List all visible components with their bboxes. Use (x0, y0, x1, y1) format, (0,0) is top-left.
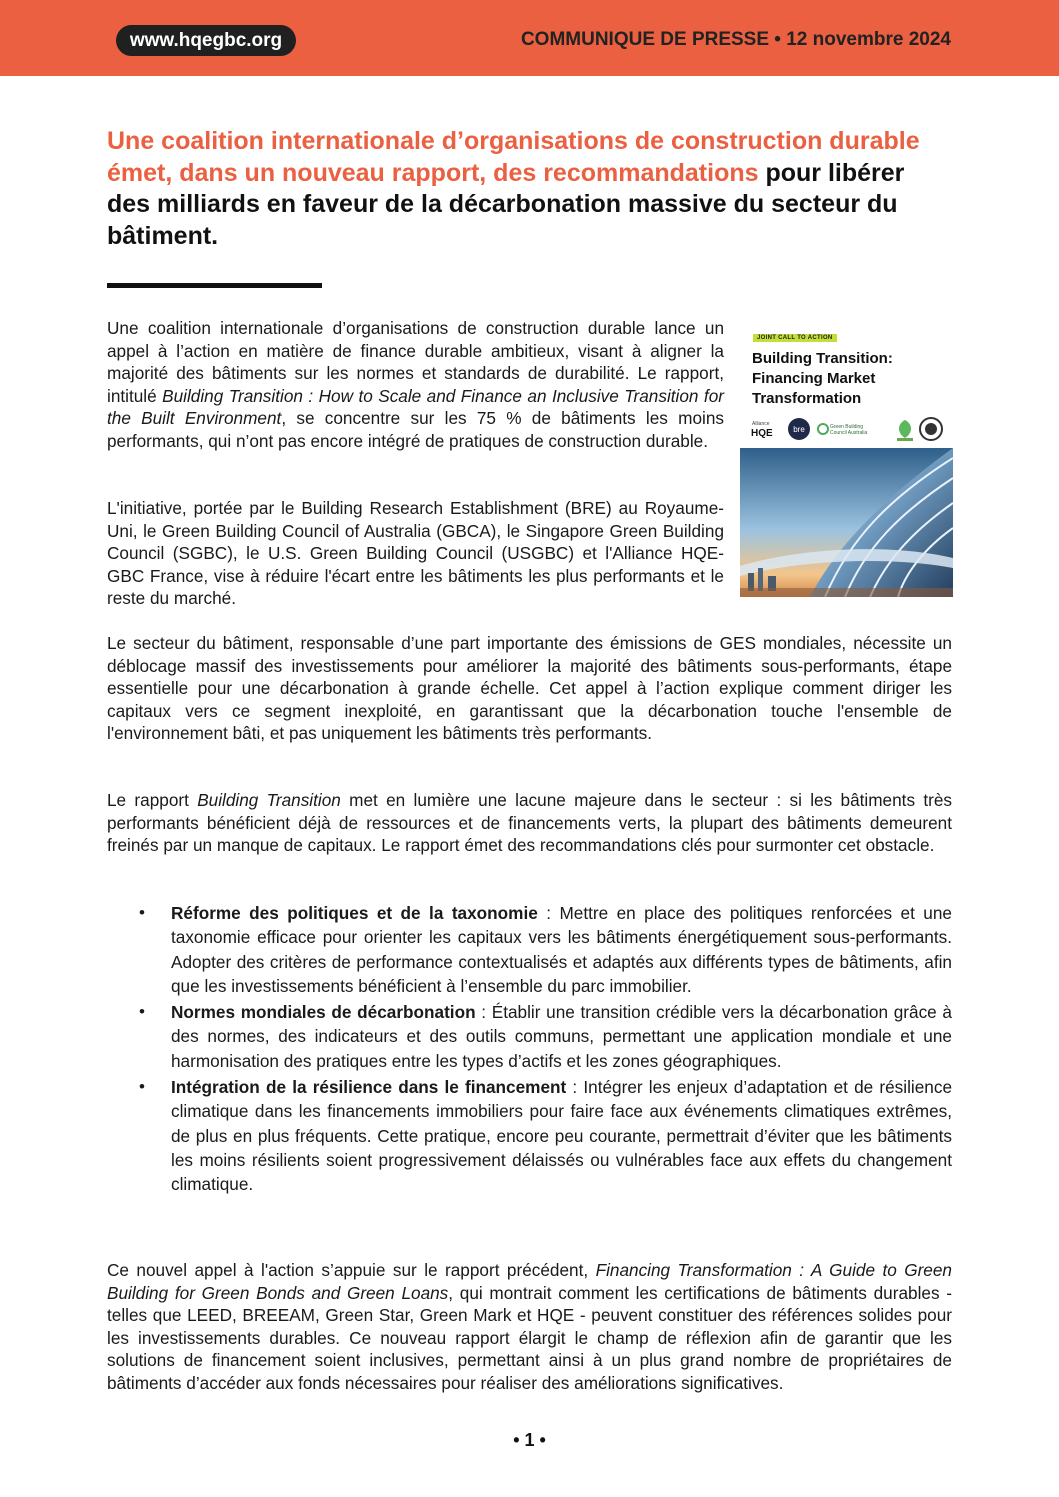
paragraph-intro (107, 317, 724, 452)
logo-gbca-line1: Green Building (830, 424, 864, 430)
logo-gbca-line2: Council Australia (830, 430, 868, 436)
report-title: Financing Transformation : A Guide to Green Building for Green Bonds and Green Loans (107, 1260, 952, 1303)
paragraph-text: Une coalition internationale d’organisations de construction durable lance un appel à l’action en matière de finance durable ambitieux, visant à aligner la majorité des bâtiments sur les normes et standards de durabilité. Le rapport, intitulé (107, 318, 724, 406)
report-title: Building Transition (197, 790, 341, 810)
list-item (107, 1000, 952, 1073)
page-number: • 1 • (513, 1430, 546, 1450)
bullet-text: : Mettre en place des politiques renforcées et une taxonomie efficace pour orienter les capitaux vers les bâtiments énergétiquement sous-performants. Adopter des critères de performance contextualisés et adaptés aux différents types de bâtiments, afin que les investissements bénéficient à l’ensemble du parc immobilier. (171, 903, 952, 996)
headline (107, 126, 937, 252)
bullet-title: Normes mondiales de décarbonation (171, 1002, 476, 1023)
headline-orange: Une coalition internationale d’organisations de construction durable émet, dans un nouveau rapport, des recommandations (107, 127, 920, 187)
cover-title-line: Financing Market (752, 370, 876, 387)
paragraph-text: Le rapport (107, 790, 198, 810)
paragraph-text: , se concentre sur les 75 % de bâtiments les moins performants, qui n’ont pas encore intégré de pratiques de construction durable. (107, 408, 724, 451)
headline-black: pour libérer des milliards en faveur de la décarbonation massive du secteur du bâtiment. (107, 158, 905, 250)
bullet-title: Intégration de la résilience dans le financement (171, 1077, 567, 1098)
bullet-title: Réforme des politiques et de la taxonomie (171, 903, 538, 923)
cover-tag: JOINT CALL TO ACTION (753, 334, 837, 342)
logo-gbca-icon (818, 424, 828, 434)
paragraph-text: Ce nouvel appel à l'action s’appuie sur le rapport précédent, (107, 1260, 596, 1280)
paragraph-previous-report (107, 1259, 952, 1394)
bullet-icon: • (139, 903, 145, 922)
recommendations-list (107, 901, 952, 1199)
press-release-label: COMMUNIQUE DE PRESSE • 12 novembre 2024 (520, 29, 951, 50)
bullet-text: : Établir une transition crédible vers la décarbonation grâce à des normes, des indicateurs et des outils communs, permettant une application mondiale et une harmonisation des pratiques entre les types d’actifs et les zones géographiques. (171, 1002, 952, 1071)
partner-logos (750, 416, 950, 442)
paragraph-initiative: L'initiative, portée par le Building Research Establishment (BRE) au Royaume-Uni, le Green Building Council of Australia (GBCA), le Singapore Green Building Council (SGBC), le U.S. Green Building Council (USGBC) et l'Alliance HQE-GBC France, vise à réduire l'écart entre les bâtiments les plus performants et le reste du marché. (107, 498, 724, 608)
bullet-icon: • (139, 1002, 145, 1022)
bullet-text: : Intégrer les enjeux d’adaptation et de résilience climatique dans les financements immobiliers pour faire face aux événements climatiques extrêmes, de plus en plus fréquents. Cette pratique, encore peu courante, permettrait d’éviter que les bâtiments les moins résilients soient progressivement délaissés ou vulnérables face aux effets du changement climatique. (171, 1077, 952, 1195)
list-item (107, 1075, 952, 1196)
logo-bre: bre (793, 425, 805, 434)
paragraph-text: , qui montrait comment les certifications de bâtiments durables - telles que LEED, BREEAM, Green Star, Green Mark et HQE - peuvent constituer des références solides pour les investissements durables. Ce nouveau rapport élargit le champ de réflexion afin de garantir que les solutions de financement soient inclusives, permettant ainsi à un plus grand nombre de propriétaires de bâtiments d’accéder aux fonds nécessaires pour réaliser des améliorations significatives. (107, 1282, 952, 1393)
header-bar (0, 0, 1059, 76)
paragraph-sector: Le secteur du bâtiment, responsable d’une part importante des émissions de GES mondiales, nécessite un déblocage massif des investissements pour améliorer la majorité des bâtiments sous-performants, étape essentielle pour une décarbonation à grande échelle. Cet appel à l’action explique comment diriger les capitaux vers ce segment inexploité, en garantissant que la décarbonation touche l'ensemble de l'environnement bâti, et pas uniquement les bâtiments très performants. (107, 633, 952, 743)
report-cover (740, 330, 953, 597)
logo-usgbc-seal-inner (925, 423, 937, 435)
building-photo (740, 448, 953, 597)
cover-title-line: Building Transition: (752, 350, 893, 367)
list-item (107, 901, 952, 998)
website-link[interactable]: www.hqegbc.org (116, 25, 296, 56)
bullet-icon: • (139, 1077, 145, 1097)
cover-title (752, 349, 952, 409)
paragraph-report (107, 789, 952, 857)
logo-sgbc-text-block (897, 438, 913, 441)
logo-sgbc-leaf-icon (899, 420, 911, 438)
logo-alliance-small: Alliance (752, 421, 770, 427)
paragraph-text: met en lumière une lacune majeure dans le secteur : si les bâtiments très performants bénéficient déjà de ressources et de financements verts, la plupart des bâtiments demeurent freinés par un manque de capitaux. Le rapport émet des recommandations clés pour surmonter cet obstacle. (107, 790, 952, 855)
logo-hqe: HQE (751, 428, 773, 439)
headline-divider (107, 283, 322, 288)
report-title: Building Transition : How to Scale and Finance an Inclusive Transition for the Built Environment (107, 385, 724, 428)
cover-title-line: Transformation (752, 390, 862, 407)
